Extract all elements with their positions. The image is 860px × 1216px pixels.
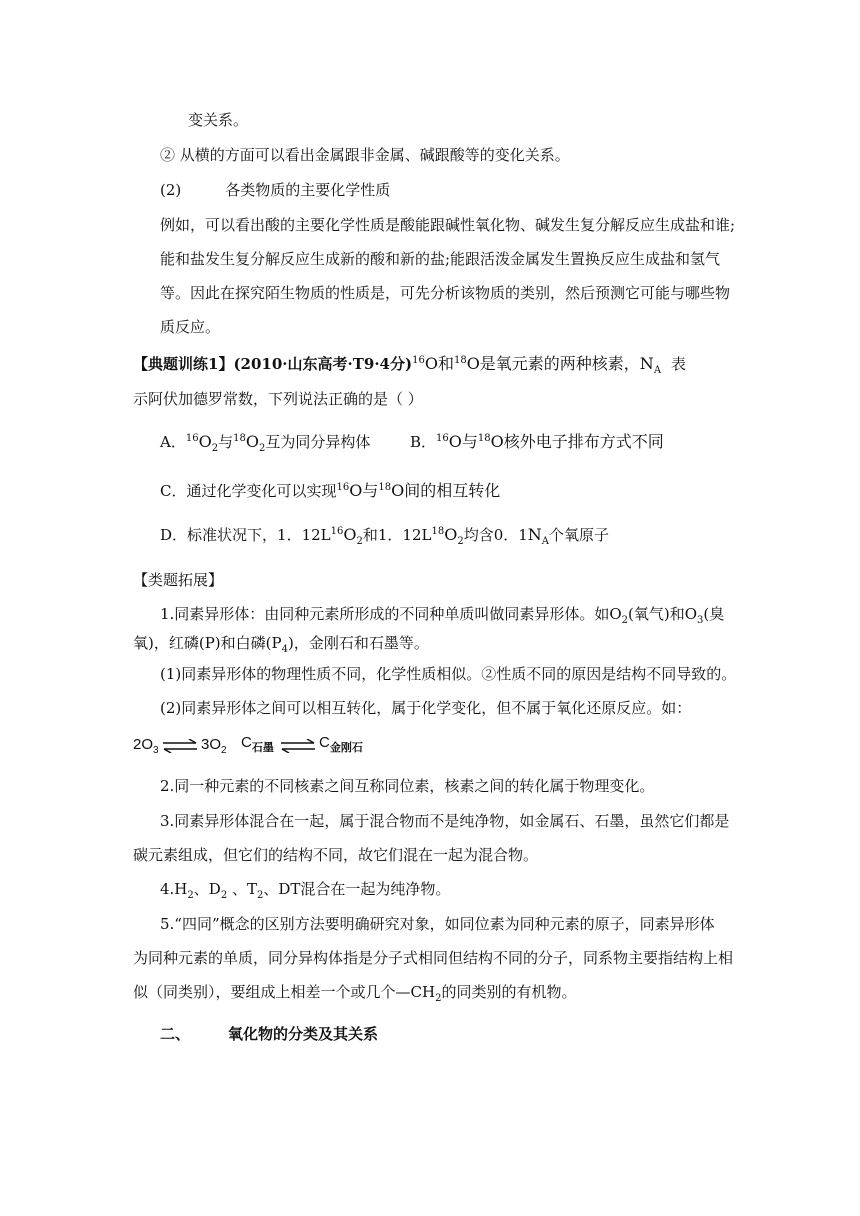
text-line: 3.同素异形体混合在一起，属于混合物而不是纯净物，如金属石、石墨，虽然它们都是 bbox=[160, 812, 730, 830]
option-a: A．$^{16}O_2$与$^{18}O_2$互为同分异构体 bbox=[160, 432, 371, 454]
text-line: 变关系。 bbox=[188, 111, 249, 129]
eq1-left: $2O_3$ bbox=[133, 736, 159, 756]
equilibrium-arrow-icon bbox=[279, 739, 317, 753]
text-line: 碳元素组成，但它们的结构不同，故它们混在一起为混合物。 bbox=[133, 846, 539, 864]
text-line: 5.“四同”概念的区别方法要明确研究对象，如同位素为同种元素的原子，同素异形体 bbox=[160, 915, 715, 933]
eq1-right: $3O_2$ bbox=[201, 736, 227, 756]
exercise-title: 【典题训练1】(2010·山东高考·T9·4分) bbox=[133, 355, 413, 373]
list-number: (2) bbox=[160, 181, 182, 199]
option-c: C．通过化学变化可以实现$^{16}$O与$^{18}$O间的相互转化 bbox=[160, 481, 501, 500]
expand-title: 【类题拓展】 bbox=[133, 571, 224, 589]
text-line: 为同种元素的单质，同分异构体指是分子式相同但结构不同的分子，同系物主要指结构上相 bbox=[133, 949, 734, 967]
text-line: 能和盐发生复分解反应生成新的酸和新的盐;能跟活泼金属发生置换反应生成盐和氢气 bbox=[160, 250, 721, 268]
section-title: 氧化物的分类及其关系 bbox=[228, 1025, 379, 1043]
text-line: $4.H_2$、$D_2$ 、$T_2$、DT混合在一起为纯净物。 bbox=[160, 880, 451, 901]
text-line: (1)同素异形体的物理性质不同，化学性质相似。②性质不同的原因是结构不同导致的。 bbox=[160, 665, 737, 683]
eq2-right: $C_{金刚石}$ bbox=[319, 734, 363, 754]
text-line: ② 从横的方面可以看出金属跟非金属、碱跟酸等的变化关系。 bbox=[160, 146, 570, 164]
text-line: 质反应。 bbox=[160, 318, 221, 336]
text-line: 似（同类别），要组成上相差一个或几个$—CH_2$的同类别的有机物。 bbox=[133, 983, 577, 1004]
eq2-left: $C_{石墨}$ bbox=[241, 734, 274, 754]
text-line: 等。因此在探究陌生物质的性质是，可先分析该物质的类别，然后预测它可能与哪些物 bbox=[160, 284, 731, 302]
exercise-stem-2: 示阿伏加德罗常数，下列说法正确的是（ ） bbox=[133, 390, 423, 408]
text-line: 1.同素异形体：由同种元素所形成的不同种单质叫做同素异形体。如$O_2$(氧气)和$O_3$(臭 bbox=[160, 605, 725, 626]
option-b: B．$^{16}$O与$^{18}$O核外电子排布方式不同 bbox=[410, 432, 664, 451]
text-line: (2)同素异形体之间可以相互转化，属于化学变化，但不属于氧化还原反应。如： bbox=[160, 699, 692, 717]
equilibrium-arrow-icon bbox=[161, 739, 199, 753]
exercise-stem: 【典题训练1】(2010·山东高考·T9·4分)$^{16}$O和$^{18}$O是氧元素的两种核素，$N_A$ 表 bbox=[133, 354, 687, 376]
option-d: D．标准状况下，1．$12L^{16}O_2$和1．$12L^{18}O_2$均含0．$1N_A$个氧原子 bbox=[160, 525, 610, 547]
text-line: 例如，可以看出酸的主要化学性质是酸能跟碱性氧化物、碱发生复分解反应生成盐和谁; bbox=[160, 216, 736, 234]
subheading: 各类物质的主要化学性质 bbox=[225, 181, 391, 199]
text-line: 2.同一种元素的不同核素之间互称同位素，核素之间的转化属于物理变化。 bbox=[160, 777, 655, 795]
text-line bbox=[160, 180, 390, 200]
section-heading bbox=[160, 1024, 378, 1044]
section-number: 二、 bbox=[160, 1025, 191, 1043]
text-line: 氧)，红磷(P)和白磷$(P_4)$，金刚石和石墨等。 bbox=[133, 634, 429, 655]
